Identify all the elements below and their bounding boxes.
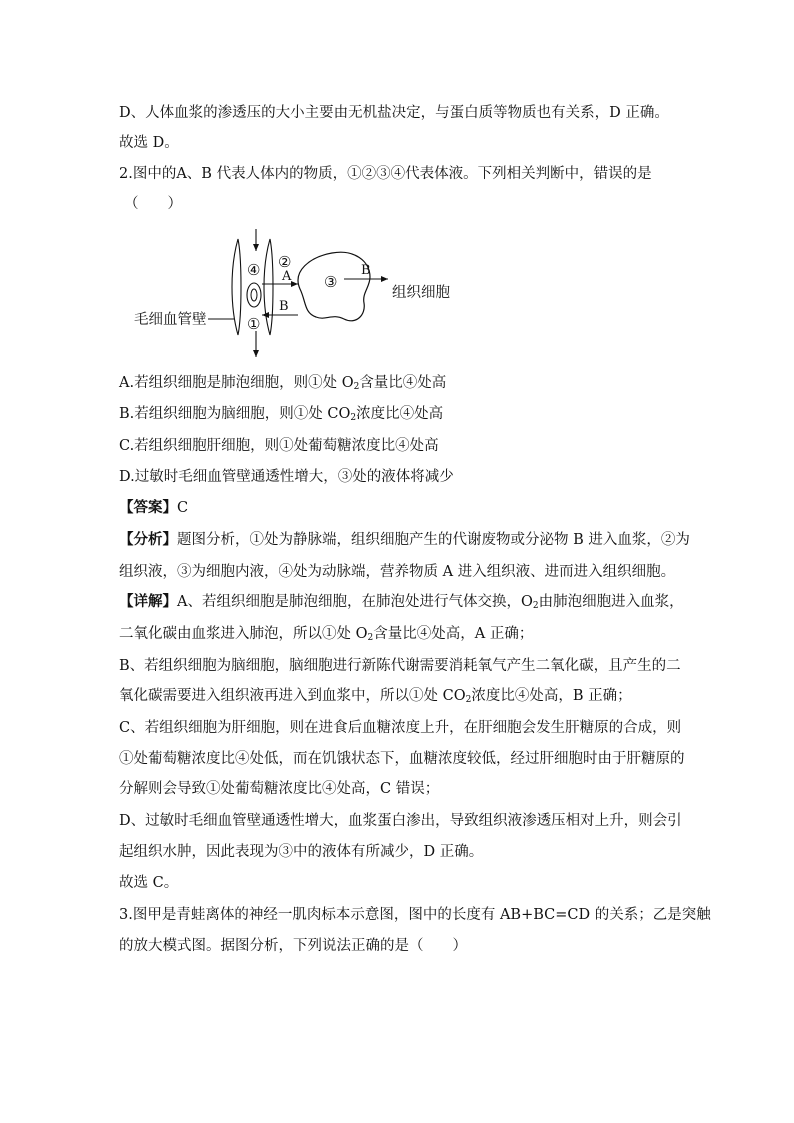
option-text: 浓度比④处高 — [356, 406, 444, 422]
label-capillary-wall: 毛细血管壁 — [134, 312, 207, 328]
analysis-label: 【分析】 — [119, 531, 177, 548]
question-2-answer-parens — [124, 194, 684, 214]
label-2: ② — [278, 253, 292, 271]
text-line — [119, 842, 679, 862]
paragraph-text: ①处葡萄糖浓度比④处低，而在饥饿状态下，血糖浓度较低，经过肝细胞时由于肝糖原的 — [119, 751, 685, 767]
subscript: 2 — [367, 633, 374, 643]
capillary-wall-left — [232, 239, 241, 335]
text-line — [119, 873, 679, 893]
answer-line — [119, 498, 679, 518]
question-3-stem — [119, 905, 711, 925]
paragraph-text: D、过敏时毛细血管壁通透性增大，血浆蛋白渗出，导致组织液渗透压相对上升，则会引 — [119, 813, 682, 829]
text-line — [119, 133, 679, 153]
paragraph-text: 题图分析，①处为静脉端，组织细胞产生的代谢废物或分泌物 B 进入血浆，②为 — [177, 532, 690, 548]
text-line — [119, 562, 679, 582]
paragraph-text: 故选 D。 — [119, 135, 179, 151]
text-line — [119, 656, 679, 676]
option-c — [119, 436, 679, 456]
label-tissue-cell: 组织细胞 — [392, 285, 450, 301]
option-text: B.若组织细胞为脑细胞，则①处 CO — [119, 406, 351, 422]
text-line — [119, 779, 679, 799]
option-a — [119, 373, 679, 393]
text-line — [119, 811, 682, 831]
option-d — [119, 467, 679, 487]
paragraph-text: 氧化碳需要进入组织液再进入到血浆中，所以①处 CO — [119, 688, 466, 704]
option-text: D.过敏时毛细血管壁通透性增大，③处的液体将减少 — [119, 469, 454, 485]
paragraph-text: 含量比④处高，A 正确； — [373, 626, 534, 642]
answer-blank: （ ） — [124, 196, 182, 212]
capillary-tissue-diagram — [134, 227, 464, 362]
paragraph-text: B、若组织细胞为脑细胞，脑细胞进行新陈代谢需要消耗氧气产生二氧化碳，且产生的二 — [119, 658, 681, 674]
label-b-right: B — [361, 263, 371, 278]
detail-line — [119, 592, 684, 612]
subscript: 2 — [350, 413, 357, 423]
paragraph-text: C、若组织细胞为肝细胞，则在进食后血糖浓度上升，在肝细胞会发生肝糖原的合成，则 — [119, 720, 682, 736]
option-text: 含量比④处高 — [359, 375, 447, 391]
paragraph-text: 故选 C。 — [119, 875, 179, 891]
question-text: 2.图中的A、B 代表人体内的物质，①②③④代表体液。下列相关判断中，错误的是 — [119, 166, 652, 182]
label-a: A — [282, 269, 292, 284]
capillary-wall-right — [264, 239, 273, 335]
detail-label: 【详解】 — [119, 593, 177, 610]
label-3: ③ — [324, 273, 338, 291]
text-line — [119, 624, 679, 644]
text-line — [119, 749, 685, 769]
blood-cell-outer — [247, 283, 261, 307]
paragraph-text: A、若组织细胞是肺泡细胞，在肺泡处进行气体交换，O — [177, 594, 533, 610]
subscript: 2 — [353, 382, 360, 392]
text-line — [119, 936, 679, 956]
paragraph-text: 组织液，③为细胞内液，④处为动脉端，营养物质 A 进入组织液、进而进入组织细胞。 — [119, 564, 676, 580]
diagram-svg — [134, 227, 464, 362]
text-line — [119, 718, 682, 738]
paragraph-text: 浓度比④处高，B 正确； — [471, 688, 632, 704]
paragraph-text: 起组织水肿，因此表现为③中的液体有所减少，D 正确。 — [119, 844, 484, 860]
blood-cell-inner — [251, 289, 257, 301]
subscript: 2 — [465, 695, 472, 705]
option-text: C.若组织细胞肝细胞，则①处葡萄糖浓度比④处高 — [119, 438, 439, 454]
text-line — [119, 103, 679, 123]
question-text: 3.图甲是青蛙离体的神经一肌肉标本示意图，图中的长度有 AB+BC=CD 的关系；乙是突触 — [119, 907, 711, 923]
paragraph-text: 由肺泡细胞进入血浆， — [538, 594, 684, 610]
paragraph-text: D、人体血浆的渗透压的大小主要由无机盐决定，与蛋白质等物质也有关系，D 正确。 — [119, 105, 669, 121]
label-1: ① — [247, 315, 261, 333]
paragraph-text: 分解则会导致①处葡萄糖浓度比④处高，C 错误； — [119, 781, 440, 797]
subscript: 2 — [532, 601, 539, 611]
text-line — [119, 686, 679, 706]
answer-label: 【答案】 — [119, 499, 177, 516]
paragraph-text: 二氧化碳由血浆进入肺泡，所以①处 O — [119, 626, 368, 642]
answer-value: C — [177, 500, 189, 516]
option-text: A.若组织细胞是肺泡细胞，则①处 O — [119, 375, 354, 391]
label-b-left: B — [279, 299, 289, 314]
option-b — [119, 404, 679, 424]
question-2-stem — [119, 164, 679, 184]
label-4: ④ — [247, 261, 261, 279]
question-text: 的放大模式图。据图分析，下列说法正确的是（ ） — [119, 938, 467, 954]
analysis-line — [119, 530, 690, 550]
